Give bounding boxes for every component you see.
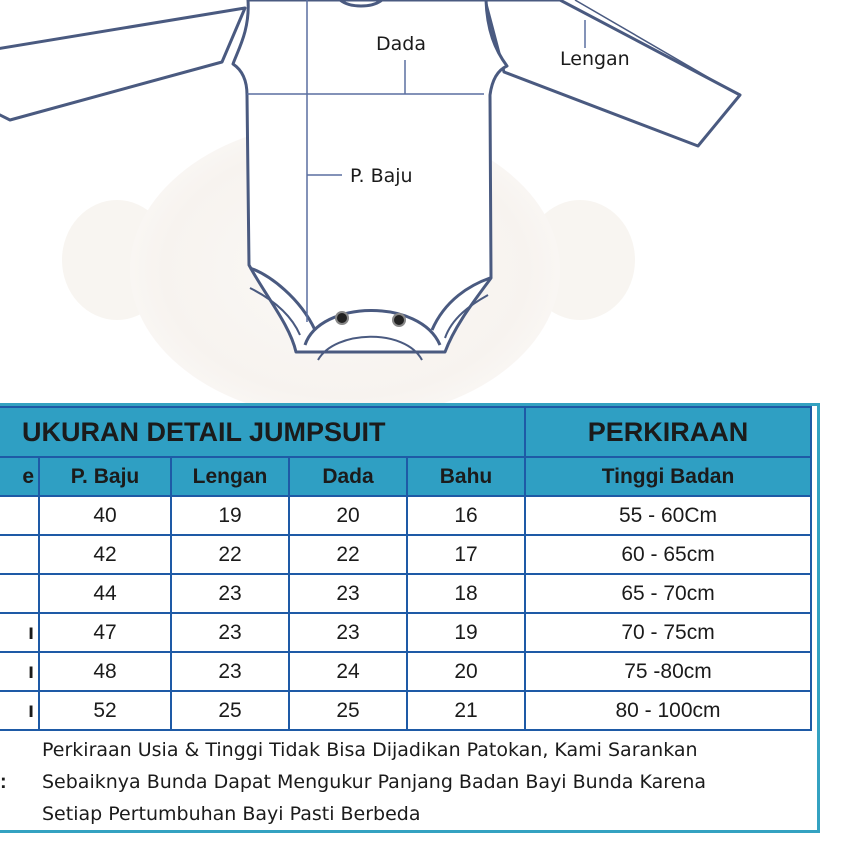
- cell-size: ı: [0, 613, 39, 652]
- cell-lengan: 23: [171, 613, 289, 652]
- label-dada: Dada: [376, 33, 426, 55]
- table-row: [0, 574, 811, 613]
- cell-bahu: 16: [407, 496, 525, 535]
- column-header-tinggi-badan: Tinggi Badan: [525, 457, 811, 496]
- cell-lengan: 23: [171, 652, 289, 691]
- cell-size: [0, 535, 39, 574]
- cell-lengan: 19: [171, 496, 289, 535]
- cell-bahu: 17: [407, 535, 525, 574]
- cell-dada: 25: [289, 691, 407, 730]
- cell-dada: 23: [289, 574, 407, 613]
- cell-lengan: 23: [171, 574, 289, 613]
- table-row: [0, 691, 811, 730]
- cell-bahu: 19: [407, 613, 525, 652]
- note-line-1: Perkiraan Usia & Tinggi Tidak Bisa Dijadikan Patokan, Kami Sarankan: [42, 739, 698, 761]
- cell-p-baju: 40: [39, 496, 171, 535]
- jumpsuit-diagram: [0, 0, 865, 400]
- column-header-dada: Dada: [289, 457, 407, 496]
- cell-p-baju: 52: [39, 691, 171, 730]
- cell-tinggi: 70 - 75cm: [525, 613, 811, 652]
- cell-p-baju: 48: [39, 652, 171, 691]
- table-row: [0, 613, 811, 652]
- cell-size: [0, 496, 39, 535]
- cell-tinggi: 60 - 65cm: [525, 535, 811, 574]
- cell-tinggi: 80 - 100cm: [525, 691, 811, 730]
- cell-tinggi: 55 - 60Cm: [525, 496, 811, 535]
- cell-lengan: 22: [171, 535, 289, 574]
- cell-dada: 20: [289, 496, 407, 535]
- label-p-baju: P. Baju: [350, 165, 413, 187]
- note-colon: :: [0, 771, 7, 793]
- cell-size: ı: [0, 691, 39, 730]
- table-row: [0, 496, 811, 535]
- table-row: [0, 535, 811, 574]
- note-line-3: Setiap Pertumbuhan Bayi Pasti Berbeda: [42, 803, 421, 825]
- cell-lengan: 25: [171, 691, 289, 730]
- label-lengan: Lengan: [560, 48, 630, 70]
- column-header-lengan: Lengan: [171, 457, 289, 496]
- cell-dada: 23: [289, 613, 407, 652]
- cell-dada: 22: [289, 535, 407, 574]
- cell-size: [0, 574, 39, 613]
- column-header-p-baju: P. Baju: [39, 457, 171, 496]
- cell-size: ı: [0, 652, 39, 691]
- column-header-size: e: [0, 457, 39, 496]
- size-table: [0, 406, 812, 731]
- cell-dada: 24: [289, 652, 407, 691]
- cell-bahu: 20: [407, 652, 525, 691]
- cell-p-baju: 42: [39, 535, 171, 574]
- column-header-bahu: Bahu: [407, 457, 525, 496]
- note-line-2: Sebaiknya Bunda Dapat Mengukur Panjang Badan Bayi Bunda Karena: [42, 771, 707, 793]
- cell-p-baju: 44: [39, 574, 171, 613]
- cell-bahu: 18: [407, 574, 525, 613]
- cell-bahu: 21: [407, 691, 525, 730]
- cell-tinggi: 65 - 70cm: [525, 574, 811, 613]
- table-row: [0, 652, 811, 691]
- cell-p-baju: 47: [39, 613, 171, 652]
- cell-tinggi: 75 -80cm: [525, 652, 811, 691]
- estimate-title: PERKIRAAN: [525, 407, 811, 457]
- table-title: UKURAN DETAIL JUMPSUIT: [0, 407, 525, 457]
